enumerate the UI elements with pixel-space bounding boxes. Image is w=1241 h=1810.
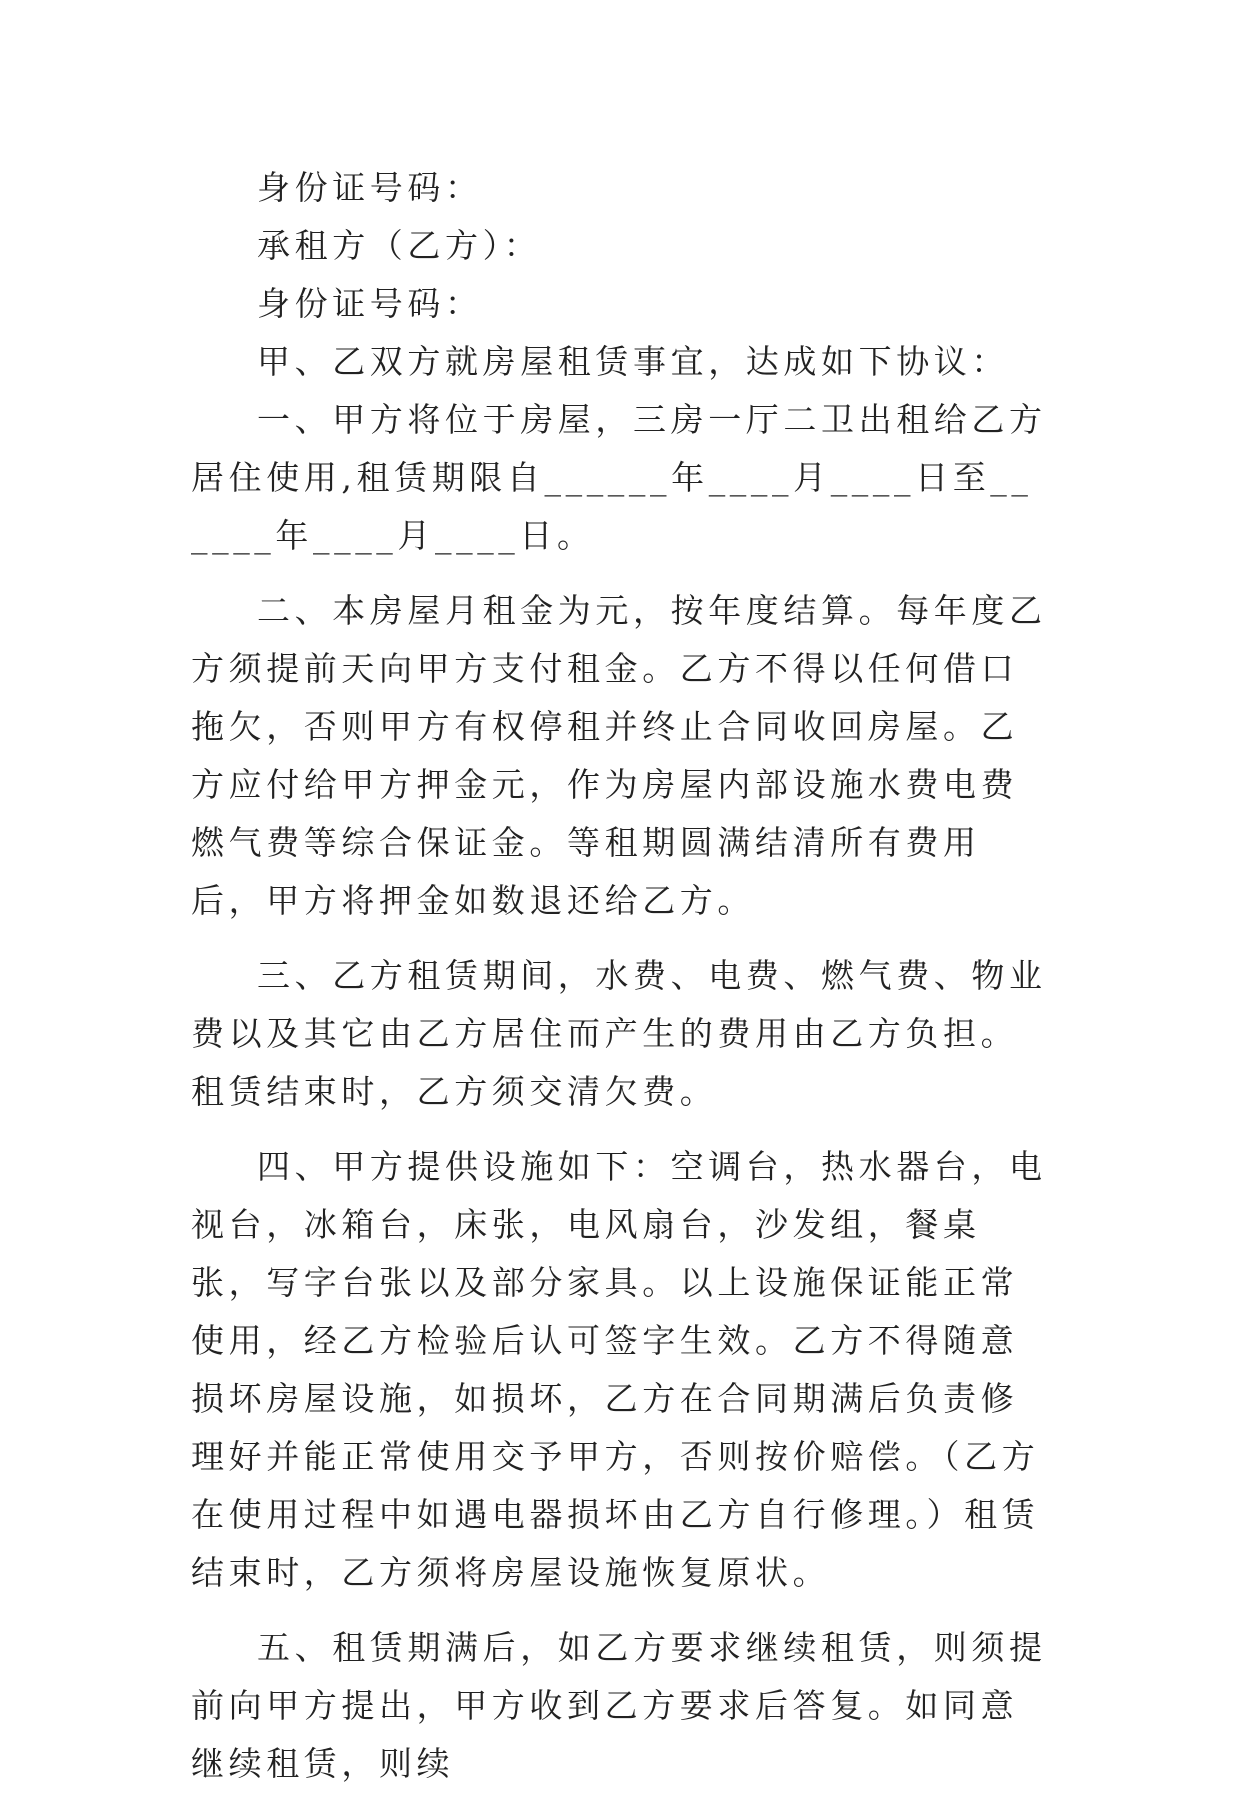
- clause-3-utilities: 三、乙方租赁期间，水费、电费、燃气费、物业费以及其它由乙方居住而产生的费用由乙方负担。租赁结束时，乙方须交清欠费。: [191, 956, 1047, 1111]
- clause-5-renewal: 五、租赁期满后，如乙方要求继续租赁，则须提前向甲方提出，甲方收到乙方要求后答复。如同意继续租赁，则续: [191, 1628, 1047, 1783]
- clause-2-rent-and-deposit: 二、本房屋月租金为元，按年度结算。每年度乙方须提前天向甲方支付租金。乙方不得以任何借口拖欠，否则甲方有权停租并终止合同收回房屋。乙方应付给甲方押金元，作为房屋内部设施水费电费燃气费等综合保证金。等租期圆满结清所有费用后，甲方将押金如数退还给乙方。: [191, 591, 1047, 920]
- tenant-label: 承租方（乙方）：: [257, 226, 542, 265]
- agreement-intro: 甲、乙双方就房屋租赁事宜，达成如下协议：: [257, 342, 1009, 381]
- tenant-id-number-label: 身份证号码：: [257, 284, 483, 323]
- clause-1-lease-term: 一、甲方将位于房屋，三房一厅二卫出租给乙方居住使用,租赁期限自______年____月____日至______年____月____日。: [191, 400, 1047, 555]
- document-body: [191, 159, 1051, 1810]
- clause-4-facilities: 四、甲方提供设施如下：空调台，热水器台，电视台，冰箱台，床张，电风扇台，沙发组，餐桌张，写字台张以及部分家具。以上设施保证能正常使用，经乙方检验后认可签字生效。乙方不得随意损坏房屋设施，如损坏，乙方在合同期满后负责修理好并能正常使用交予甲方，否则按价赔偿。（乙方在使用过程中如遇电器损坏由乙方自行修理。）租赁结束时，乙方须将房屋设施恢复原状。: [191, 1147, 1047, 1592]
- landlord-id-number-label: 身份证号码：: [257, 168, 483, 207]
